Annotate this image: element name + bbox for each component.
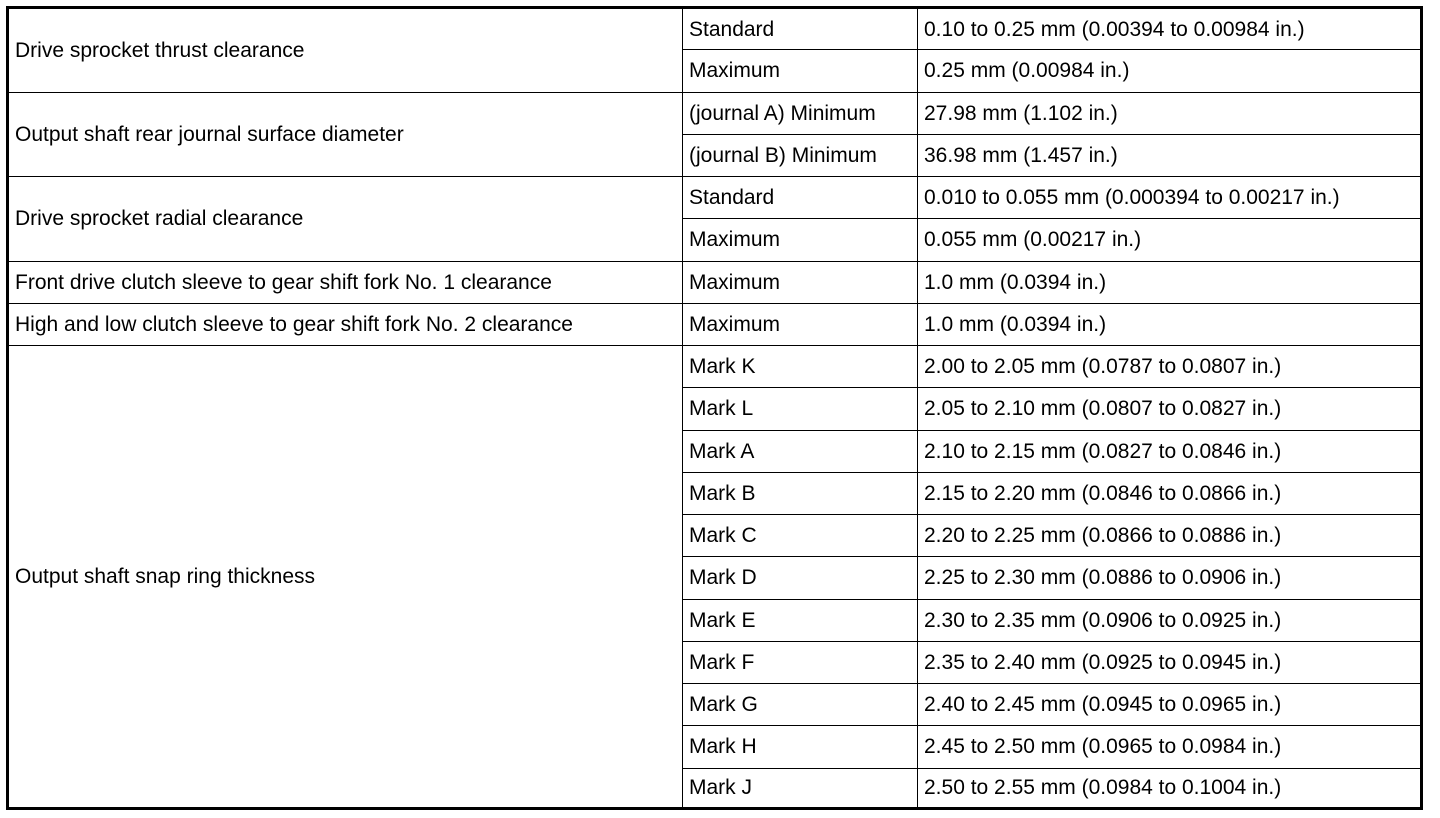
item-cell: Drive sprocket radial clearance <box>8 177 683 262</box>
specification-value-cell: 2.15 to 2.20 mm (0.0846 to 0.0866 in.) <box>918 472 1422 514</box>
condition-cell: Mark J <box>683 768 918 809</box>
condition-cell: (journal A) Minimum <box>683 92 918 134</box>
specification-value-cell: 2.50 to 2.55 mm (0.0984 to 0.1004 in.) <box>918 768 1422 809</box>
condition-cell: Mark K <box>683 346 918 388</box>
specification-table-body <box>8 8 1422 809</box>
specification-value-cell: 2.20 to 2.25 mm (0.0866 to 0.0886 in.) <box>918 515 1422 557</box>
condition-cell: Mark F <box>683 641 918 683</box>
item-cell: Drive sprocket thrust clearance <box>8 8 683 93</box>
condition-cell: (journal B) Minimum <box>683 134 918 176</box>
condition-cell: Mark L <box>683 388 918 430</box>
table-row <box>8 261 1422 303</box>
condition-cell: Mark A <box>683 430 918 472</box>
specification-value-cell: 27.98 mm (1.102 in.) <box>918 92 1422 134</box>
condition-cell: Mark B <box>683 472 918 514</box>
specification-value-cell: 2.40 to 2.45 mm (0.0945 to 0.0965 in.) <box>918 684 1422 726</box>
table-row <box>8 8 1422 50</box>
specification-value-cell: 2.00 to 2.05 mm (0.0787 to 0.0807 in.) <box>918 346 1422 388</box>
condition-cell: Standard <box>683 8 918 50</box>
item-cell: Output shaft snap ring thickness <box>8 346 683 809</box>
condition-cell: Mark C <box>683 515 918 557</box>
condition-cell: Mark G <box>683 684 918 726</box>
specification-value-cell: 0.25 mm (0.00984 in.) <box>918 50 1422 92</box>
specification-value-cell: 0.010 to 0.055 mm (0.000394 to 0.00217 in.) <box>918 177 1422 219</box>
specification-value-cell: 0.10 to 0.25 mm (0.00394 to 0.00984 in.) <box>918 8 1422 50</box>
condition-cell: Mark D <box>683 557 918 599</box>
condition-cell: Standard <box>683 177 918 219</box>
item-cell: High and low clutch sleeve to gear shift fork No. 2 clearance <box>8 303 683 345</box>
specification-value-cell: 2.05 to 2.10 mm (0.0807 to 0.0827 in.) <box>918 388 1422 430</box>
condition-cell: Mark E <box>683 599 918 641</box>
specification-value-cell: 1.0 mm (0.0394 in.) <box>918 261 1422 303</box>
table-row <box>8 92 1422 134</box>
condition-cell: Mark H <box>683 726 918 768</box>
table-row <box>8 303 1422 345</box>
specification-table <box>6 6 1423 810</box>
specification-value-cell: 36.98 mm (1.457 in.) <box>918 134 1422 176</box>
specification-value-cell: 2.45 to 2.50 mm (0.0965 to 0.0984 in.) <box>918 726 1422 768</box>
item-cell: Front drive clutch sleeve to gear shift fork No. 1 clearance <box>8 261 683 303</box>
specification-value-cell: 2.10 to 2.15 mm (0.0827 to 0.0846 in.) <box>918 430 1422 472</box>
specification-value-cell: 1.0 mm (0.0394 in.) <box>918 303 1422 345</box>
condition-cell: Maximum <box>683 303 918 345</box>
condition-cell: Maximum <box>683 50 918 92</box>
condition-cell: Maximum <box>683 261 918 303</box>
condition-cell: Maximum <box>683 219 918 261</box>
item-cell: Output shaft rear journal surface diameter <box>8 92 683 177</box>
table-row <box>8 346 1422 388</box>
specification-value-cell: 0.055 mm (0.00217 in.) <box>918 219 1422 261</box>
table-row <box>8 177 1422 219</box>
specification-value-cell: 2.35 to 2.40 mm (0.0925 to 0.0945 in.) <box>918 641 1422 683</box>
specification-value-cell: 2.30 to 2.35 mm (0.0906 to 0.0925 in.) <box>918 599 1422 641</box>
specification-value-cell: 2.25 to 2.30 mm (0.0886 to 0.0906 in.) <box>918 557 1422 599</box>
